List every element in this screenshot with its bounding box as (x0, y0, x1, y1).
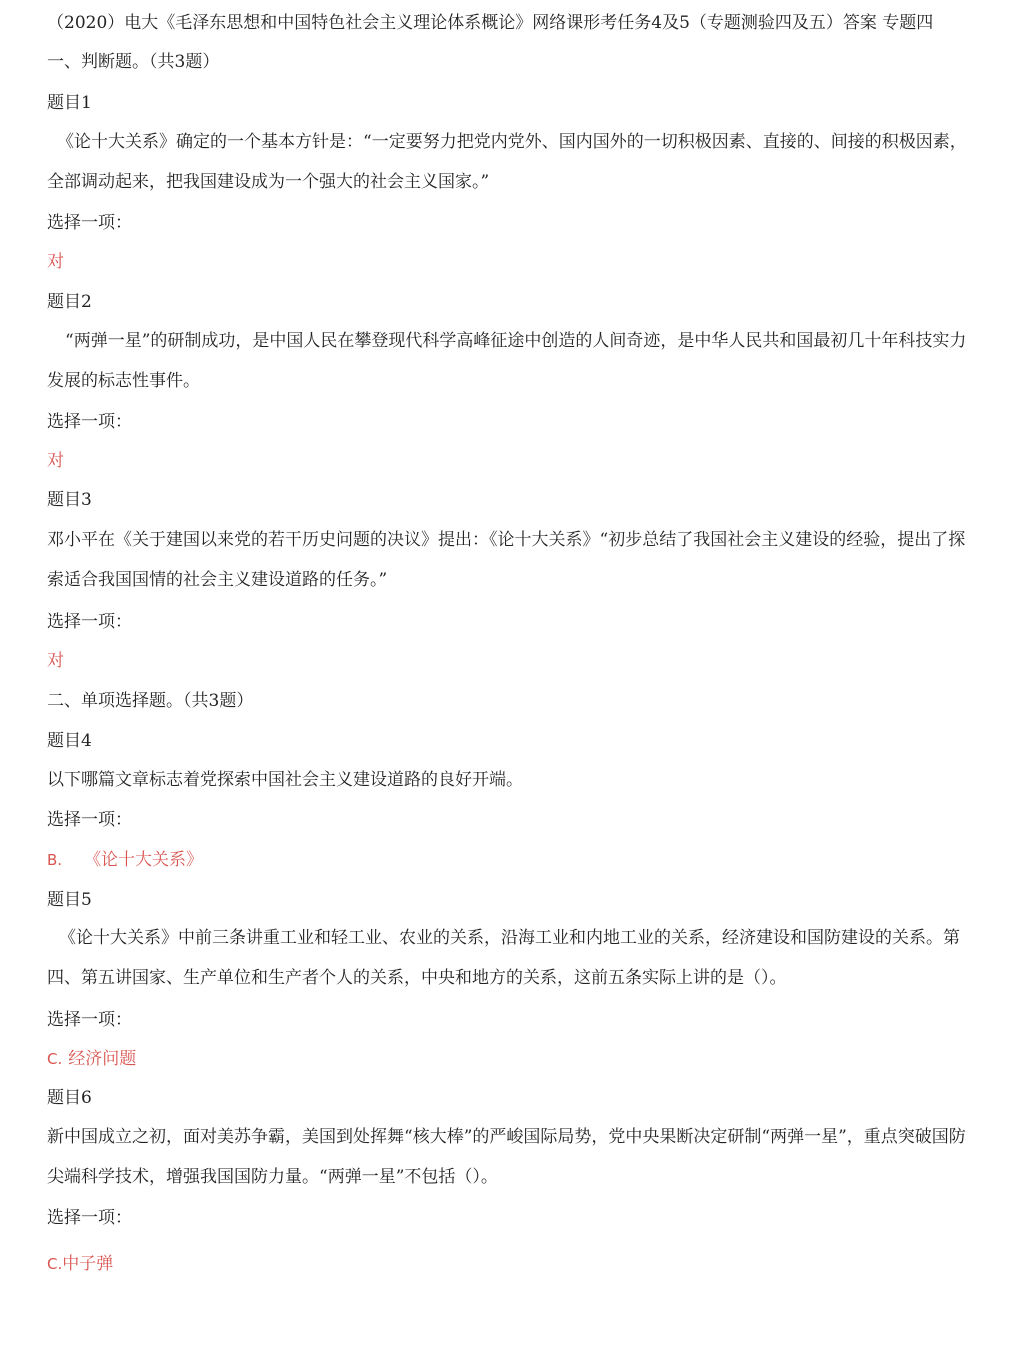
question-5-answer-text: 经济问题 (68, 1049, 137, 1069)
question-4-answer (47, 848, 203, 872)
question-4-text: 以下哪篇文章标志着党探索中国社会主义建设道路的良好开端。 (47, 770, 523, 790)
question-4-label: 题目4 (47, 731, 92, 751)
question-1-answer: 对 (47, 252, 64, 272)
question-2-text: “两弹一星”的研制成功，是中国人民在攀登现代科学高峰征途中创造的人间奇迹，是中华人民共和国最初几十年科技实力发展的标志性事件。 (47, 331, 967, 391)
question-6-answer-text: 中子弹 (62, 1254, 114, 1274)
question-6-label: 题目6 (47, 1088, 92, 1108)
section-heading-true-false: 一、判断题。（共3题） (47, 52, 220, 72)
question-2-answer: 对 (47, 451, 64, 471)
question-5-label: 题目5 (47, 890, 92, 910)
question-4-answer-letter: B. (47, 851, 63, 869)
question-6-choose-label: 选择一项： (47, 1208, 132, 1228)
question-1-text: 《论十大关系》确定的一个基本方针是：“一定要努力把党内党外、国内国外的一切积极因素、直接的、间接的积极因素，全部调动起来，把我国建设成为一个强大的社会主义国家。” (47, 132, 967, 192)
question-6-answer (47, 1252, 113, 1276)
question-1-choose-label: 选择一项： (47, 213, 132, 233)
document-title: （2020）电大《毛泽东思想和中国特色社会主义理论体系概论》网络课形考任务4及5（专题测验四及五）答案 专题四 (47, 13, 934, 33)
question-6-answer-letter: C. (47, 1255, 63, 1273)
question-3-choose-label: 选择一项： (47, 612, 132, 632)
question-3-label: 题目3 (47, 490, 92, 510)
question-2-label: 题目2 (47, 292, 92, 312)
question-5-answer (47, 1047, 136, 1071)
question-3-text: 邓小平在《关于建国以来党的若干历史问题的决议》提出：《论十大关系》“初步总结了我国社会主义建设的经验，提出了探索适合我国国情的社会主义建设道路的任务。” (47, 530, 966, 590)
question-4-answer-text: 《论十大关系》 (84, 850, 204, 870)
question-3-answer: 对 (47, 651, 64, 671)
section-heading-single-choice: 二、单项选择题。（共3题） (47, 691, 254, 711)
question-2-choose-label: 选择一项： (47, 412, 132, 432)
question-5-answer-letter: C. (47, 1050, 63, 1068)
question-4-choose-label: 选择一项： (47, 810, 132, 830)
question-6-text: 新中国成立之初，面对美苏争霸，美国到处挥舞“核大棒”的严峻国际局势，党中央果断决定研制“两弹一星”，重点突破国防尖端科学技术，增强我国国防力量。“两弹一星”不包括（）。 (47, 1127, 966, 1187)
question-5-choose-label: 选择一项： (47, 1010, 132, 1030)
question-1-label: 题目1 (47, 93, 92, 113)
question-5-text: 《论十大关系》中前三条讲重工业和轻工业、农业的关系，沿海工业和内地工业的关系，经济建设和国防建设的关系。第四、第五讲国家、生产单位和生产者个人的关系，中央和地方的关系，这前五条实际上讲的是（）。 (47, 928, 960, 988)
